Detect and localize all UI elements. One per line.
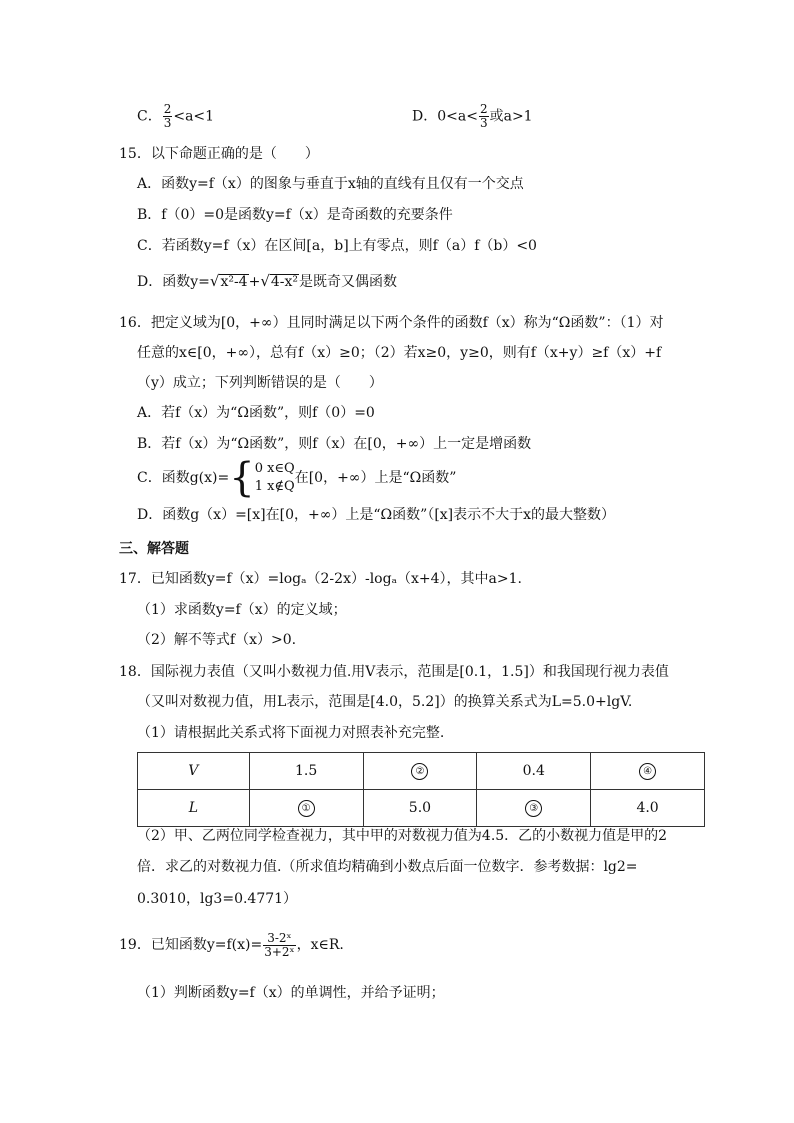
q14-option-d-label: D．0<a< (412, 108, 478, 125)
q16-line-1: 16．把定义域为[0，+∞）且同时满足以下两个条件的函数f（x）称为“Ω函数”：（1）对 (119, 315, 664, 331)
q16-option-d: D．函数g（x）=[x]在[0，+∞）上是“Ω函数”（[x]表示不大于x的最大整数） (137, 507, 616, 523)
table-cell: 4.0 (591, 790, 705, 827)
q15-plus: + (248, 274, 261, 290)
q15-option-d-pre: D．函数y= (137, 274, 210, 290)
table-cell: 0.4 (477, 753, 591, 790)
q19-stem (119, 928, 344, 962)
q19-part-1: （1）判断函数y=f（x）的单调性，并给予证明； (137, 985, 445, 1001)
fraction-denominator: 3 (479, 116, 488, 130)
q17-part-2: （2）解不等式f（x）>0. (137, 632, 297, 648)
q14-option-d-rest: 或a>1 (489, 108, 533, 125)
q18-part-1: （1）请根据此关系式将下面视力对照表补充完整. (137, 725, 445, 741)
section-heading: 三、解答题 (119, 541, 189, 557)
circled-number: ③ (525, 800, 542, 817)
q16-option-a: A．若f（x）为“Ω函数”，则f（0）=0 (137, 405, 375, 421)
q18-part-2-line-3: 0.3010，lg3=0.4771） (137, 891, 298, 907)
fraction-denominator: 3 (163, 116, 172, 130)
table-cell: V (138, 753, 250, 790)
q16-option-c-post: 在[0，+∞）上是“Ω函数” (294, 470, 457, 486)
q17-stem: 17．已知函数y=f（x）=logₐ（2-2x）-logₐ（x+4），其中a>1. (119, 571, 522, 587)
q16-piecewise-cases (255, 460, 295, 496)
table-cell (591, 753, 705, 790)
q19-stem-pre: 19．已知函数y=f(x)= (119, 937, 263, 953)
circled-number: ① (298, 800, 315, 817)
q15-option-d-post: 是既奇又偶函数 (299, 274, 398, 290)
q15-stem: 15．以下命题正确的是（ ） (119, 146, 319, 162)
table-cell: L (138, 790, 250, 827)
table-row (138, 753, 705, 790)
q16-option-c (137, 455, 457, 501)
sqrt-icon: √ (260, 272, 270, 290)
q19-fraction (263, 932, 295, 959)
q16-option-b: B．若f（x）为“Ω函数”，则f（x）在[0，+∞）上一定是增函数 (137, 436, 532, 452)
fraction-denominator: 3+2ˣ (264, 944, 295, 959)
q14-option-d-fraction (479, 103, 489, 130)
table-cell: 1.5 (249, 753, 363, 790)
q14-option-d (412, 103, 533, 130)
table-cell (249, 790, 363, 827)
q15-option-d (137, 271, 397, 292)
q14-option-c-label: C． (137, 108, 162, 125)
q18-part-2-line-2: 倍．求乙的对数视力值.（所求值均精确到小数点后面一位数字．参考数据：lg2= (137, 859, 638, 875)
q14-option-c-fraction (163, 103, 173, 130)
q16-line-3: （y）成立；下列判断错误的是（ ） (137, 375, 383, 391)
left-brace-icon: { (229, 455, 255, 501)
circled-number: ② (411, 763, 428, 780)
fraction-numerator: 2 (479, 102, 488, 116)
q15-option-c: C．若函数y=f（x）在区间[a，b]上有零点，则f（a）f（b）<0 (137, 238, 537, 254)
q15-option-a: A．函数y=f（x）的图象与垂直于x轴的直线有且仅有一个交点 (137, 176, 524, 192)
q16-option-c-pre: C．函数g(x)= (137, 470, 230, 486)
q15-option-b: B．f（0）=0是函数y=f（x）是奇函数的充要条件 (137, 207, 453, 223)
circled-number: ④ (639, 763, 656, 780)
table-cell (477, 790, 591, 827)
fraction-numerator: 2 (163, 102, 172, 116)
table-row (138, 790, 705, 827)
q15-radicand-2: 4-x² (270, 274, 299, 290)
vision-table (137, 752, 705, 827)
q15-radicand-1: x²-4 (220, 274, 248, 290)
sqrt-icon: √ (209, 272, 220, 290)
q18-line-2: （又叫对数视力值，用L表示，范围是[4.0，5.2]）的换算关系式为L=5.0+lgV. (137, 694, 633, 710)
q16-case-1: 0 x∈Q (254, 461, 295, 476)
table-cell: 5.0 (363, 790, 477, 827)
q16-line-2: 任意的x∈[0，+∞），总有f（x）≥0；（2）若x≥0，y≥0，则有f（x+y）≥f（x）+f (137, 345, 662, 361)
q19-stem-post: ，x∈R. (296, 937, 344, 953)
q17-part-1: （1）求函数y=f（x）的定义域； (137, 602, 347, 618)
q18-part-2-line-1: （2）甲、乙两位同学检查视力，其中甲的对数视力值为4.5．乙的小数视力值是甲的2 (137, 828, 668, 844)
q16-case-2: 1 x∉Q (254, 479, 295, 494)
table-cell (363, 753, 477, 790)
q14-option-c (137, 103, 214, 130)
q18-line-1: 18．国际视力表值（又叫小数视力值.用V表示，范围是[0.1，1.5]）和我国现行视力表值 (119, 664, 669, 680)
q14-option-c-rest: <a<1 (173, 108, 215, 125)
fraction-numerator: 3-2ˣ (263, 932, 295, 946)
